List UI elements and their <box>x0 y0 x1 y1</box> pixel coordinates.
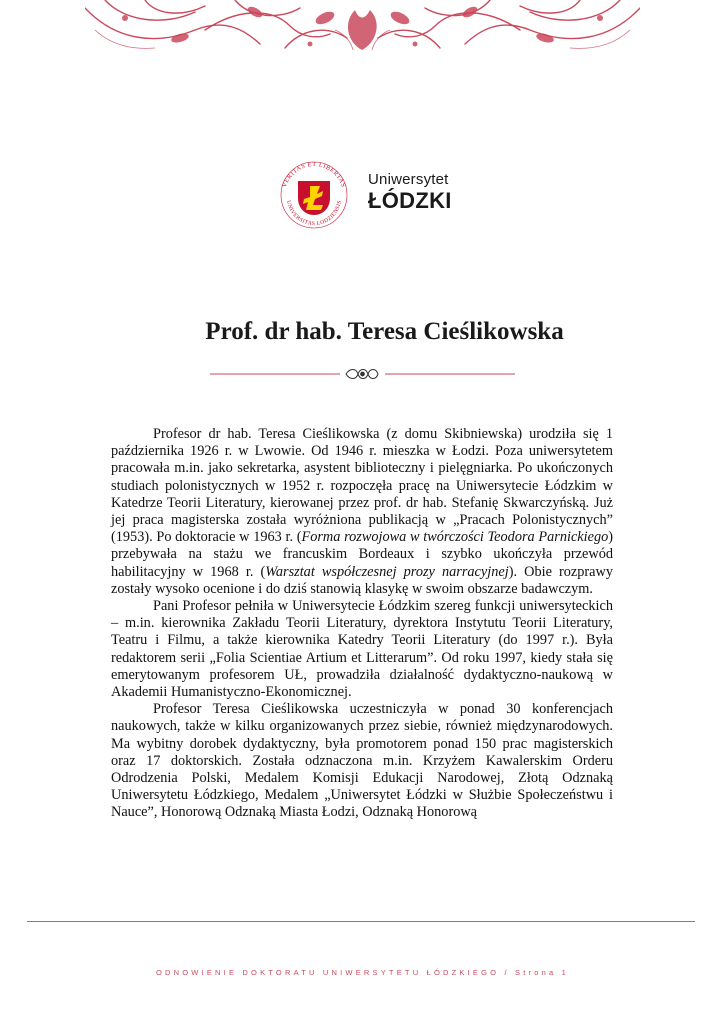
university-wordmark <box>368 172 452 212</box>
footer-rule <box>27 921 695 922</box>
italic-title: Forma rozwojowa w twórczości Teodora Parnickiego <box>301 529 609 546</box>
text-run: Profesor dr hab. Teresa Cieślikowska (z domu Skibniewska) urodziła się 1 października 1926 r. w Lwowie. Od 1946 r. mieszka w Łodzi. Poza uniwersytetem pracowała m.in. jako sekretarka, asystent biblioteczny i pielęgniarka. Po ukończonych studiach polonistycznych w 1952 r. rozpoczęła pracę na Uniwersytecie Łódzkim w Katedrze Teorii Literatury, kierowanej przez prof. dr hab. Stefanię Skwarczyńską. Już jej praca magisterska została wyróżniona publikacją w „Pracach Polonistycznych” (1953). Po doktoracie w 1963 r. ( <box>111 426 613 546</box>
university-name-line2: ŁÓDZKI <box>368 188 452 213</box>
footer-separator: / <box>504 968 510 977</box>
paragraph-3: Profesor Teresa Cieślikowska uczestniczyła w ponad 30 konferencjach naukowych, także w kilku organizowanych przez siebie, również międzynarodowych. Ma wybitny dorobek dydaktyczny, była promotorem ponad 150 prac magisterskich oraz 17 doktorskich. Została odznaczona m.in. Krzyżem Kawalerskim Orderu Odrodzenia Polski, Medalem Komisji Edukacji Narodowej, Złotą Odznaką Uniwersytetu Łódzkiego, Medalem „Uniwersytet Łódzki w Służbie Społeczeństwu i Nauce”, Honorową Odznaką Miasta Łodzi, Odznaką Honorową <box>111 701 613 821</box>
divider-flourish-icon <box>210 366 515 382</box>
page-title: Prof. dr hab. Teresa Cieślikowska <box>205 318 564 345</box>
svg-text:UNIVERSITAS LODZIENSIS: UNIVERSITAS LODZIENSIS <box>285 199 343 228</box>
biography-text <box>111 426 613 822</box>
university-name-line1: Uniwersytet <box>368 171 449 188</box>
floral-ornament-icon <box>85 0 640 52</box>
svg-text:VERITAS ET LIBERTAS: VERITAS ET LIBERTAS <box>281 160 347 189</box>
page-number: Strona 1 <box>515 968 569 977</box>
page-footer <box>0 968 725 977</box>
paragraph-2: Pani Profesor pełniła w Uniwersytecie Łódzkim szereg funkcji uniwersyteckich – m.in. kierownika Zakładu Teorii Literatury, dyrektora Instytutu Teorii Literatury, Teatru i Filmu, a także kierownika Katedry Teorii Literatury (do 1997 r.). Była redaktorem serii „Folia Scientiae Artium et Litterarum”. Od roku 1997, kiedy stała się emerytowanym profesorem UŁ, prowadziła działalność dydaktyczno-naukową w Akademii Humanistyczno-Ekonomicznej. <box>111 598 613 701</box>
text-run: ) przebywała na stażu we francuskim Bordeaux i szybko ukończyła przewód habilitacyjny w 1968 r. ( <box>111 529 614 580</box>
footer-label: ODNOWIENIE DOKTORATU UNIWERSYTETU ŁÓDZKIEGO <box>155 968 500 977</box>
text-run: ). Obie rozprawy zostały wysoko ocenione i do dziś stanowią klasykę w swoim obszarze badawczym. <box>111 563 613 597</box>
italic-title: Warsztat współczesnej prozy narracyjnej <box>265 563 509 580</box>
paragraph-1 <box>111 426 613 598</box>
